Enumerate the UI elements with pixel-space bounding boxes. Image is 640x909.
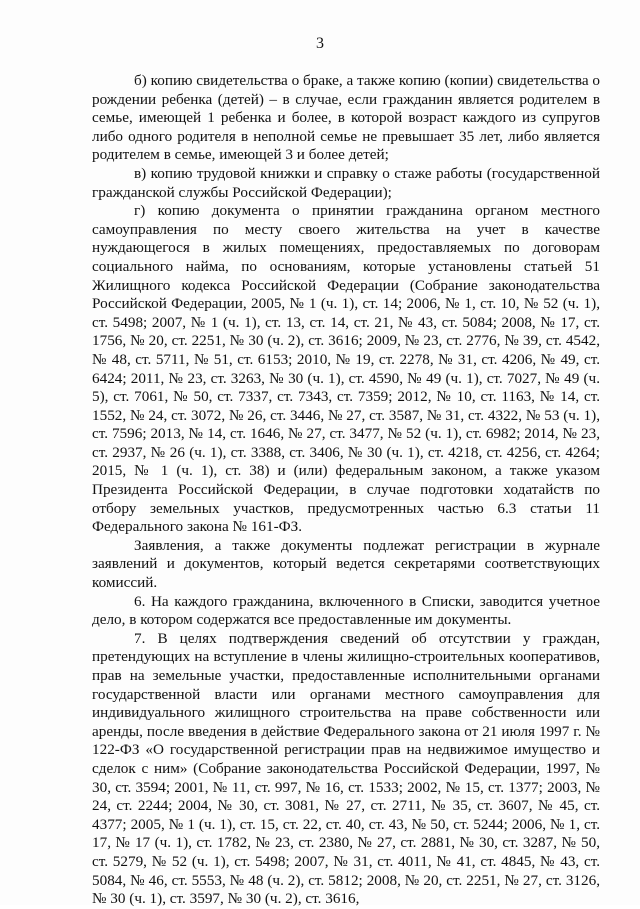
- document-body: [92, 72, 600, 909]
- paragraph-6-registration-file: 6. На каждого гражданина, включенного в Списки, заводится учетное дело, в котором содержатся все предоставленные им документы.: [92, 592, 600, 629]
- page-number: 3: [316, 35, 324, 52]
- paragraph-b-marriage-certificate: б) копию свидетельства о браке, а также копию (копии) свидетельства о рождении ребенка (детей) – в случае, если гражданин является родителем в семье, имеющей 1 ребенка и более, в которой возраст каждого из супругов либо одного родителя в неполной семье не превышает 35 лет, либо является родителем в семье, имеющей 3 и более детей;: [92, 72, 600, 164]
- paragraph-7-land-rights-verification: 7. В целях подтверждения сведений об отсутствии у граждан, претендующих на вступление в члены жилищно-строительных кооперативов, прав на земельные участки, предоставленные исполнительными органами государственной власти или органами местного самоуправления для индивидуального жилищного строительства на праве собственности или аренды, после введения в действие Федерального закона от 21 июля 1997 г. № 122-ФЗ «О государственной регистрации прав на недвижимое имущество и сделок с ним» (Собрание законодательства Российской Федерации, 1997, № 30, ст. 3594; 2001, № 11, ст. 997, № 16, ст. 1533; 2002, № 15, ст. 1377; 2003, № 24, ст. 2244; 2004, № 30, ст. 3081, № 27, ст. 2711, № 35, ст. 3607, № 45, ст. 4377; 2005, № 1 (ч. 1), ст. 15, ст. 22, ст. 40, ст. 43, № 50, ст. 5244; 2006, № 1, ст. 17, № 17 (ч. 1), ст. 1782, № 23, ст. 2380, № 27, ст. 2881, № 30, ст. 3287, № 50, ст. 5279, № 52 (ч. 1), ст. 5498; 2007, № 31, ст. 4011, № 41, ст. 4845, № 43, ст. 5084, № 46, ст. 5553, № 48 (ч. 2), ст. 5812; 2008, № 20, ст. 2251, № 27, ст. 3126, № 30 (ч. 1), ст. 3597, № 30 (ч. 2), ст. 3616,: [92, 629, 600, 908]
- paragraph-v-employment-record: в) копию трудовой книжки и справку о стаже работы (государственной гражданской службы Российской Федерации);: [92, 164, 600, 201]
- paragraph-g-housing-registration: г) копию документа о принятии гражданина органом местного самоуправления по месту своего жительства на учет в качестве нуждающегося в жилых помещениях, предоставляемых по договорам социального найма, по основаниям, которые установлены статьей 51 Жилищного кодекса Российской Федерации (Собрание законодательства Российской Федерации, 2005, № 1 (ч. 1), ст. 14; 2006, № 1, ст. 10, № 52 (ч. 1), ст. 5498; 2007, № 1 (ч. 1), ст. 13, ст. 14, ст. 21, № 43, ст. 5084; 2008, № 17, ст. 1756, № 20, ст. 2251, № 30 (ч. 2), ст. 3616; 2009, № 23, ст. 2776, № 39, ст. 4542, № 48, ст. 5711, № 51, ст. 6153; 2010, № 19, ст. 2278, № 31, ст. 4206, № 49, ст. 6424; 2011, № 23, ст. 3263, № 30 (ч. 1), ст. 4590, № 49 (ч. 1), ст. 7027, № 49 (ч. 5), ст. 7061, № 50, ст. 7337, ст. 7343, ст. 7359; 2012, № 10, ст. 1163, № 14, ст. 1552, № 24, ст. 3072, № 26, ст. 3446, № 27, ст. 3587, № 31, ст. 4322, № 53 (ч. 1), ст. 7596; 2013, № 14, ст. 1646, № 27, ст. 3477, № 52 (ч. 1), ст. 6982; 2014, № 23, ст. 2937, № 26 (ч. 1), ст. 3388, ст. 3406, № 30 (ч. 1), ст. 4218, ст. 4256, ст. 4264; 2015, № 1 (ч. 1), ст. 38) и (или) федеральным законом, а также указом Президента Российской Федерации, в случае подготовки ходатайств по отбору земельных участков, предусмотренных частью 6.3 статьи 11 Федерального закона № 161-ФЗ.: [92, 202, 600, 536]
- paragraph-applications-registration: Заявления, а также документы подлежат регистрации в журнале заявлений и документов, который ведется секретарями соответствующих комиссий.: [92, 536, 600, 592]
